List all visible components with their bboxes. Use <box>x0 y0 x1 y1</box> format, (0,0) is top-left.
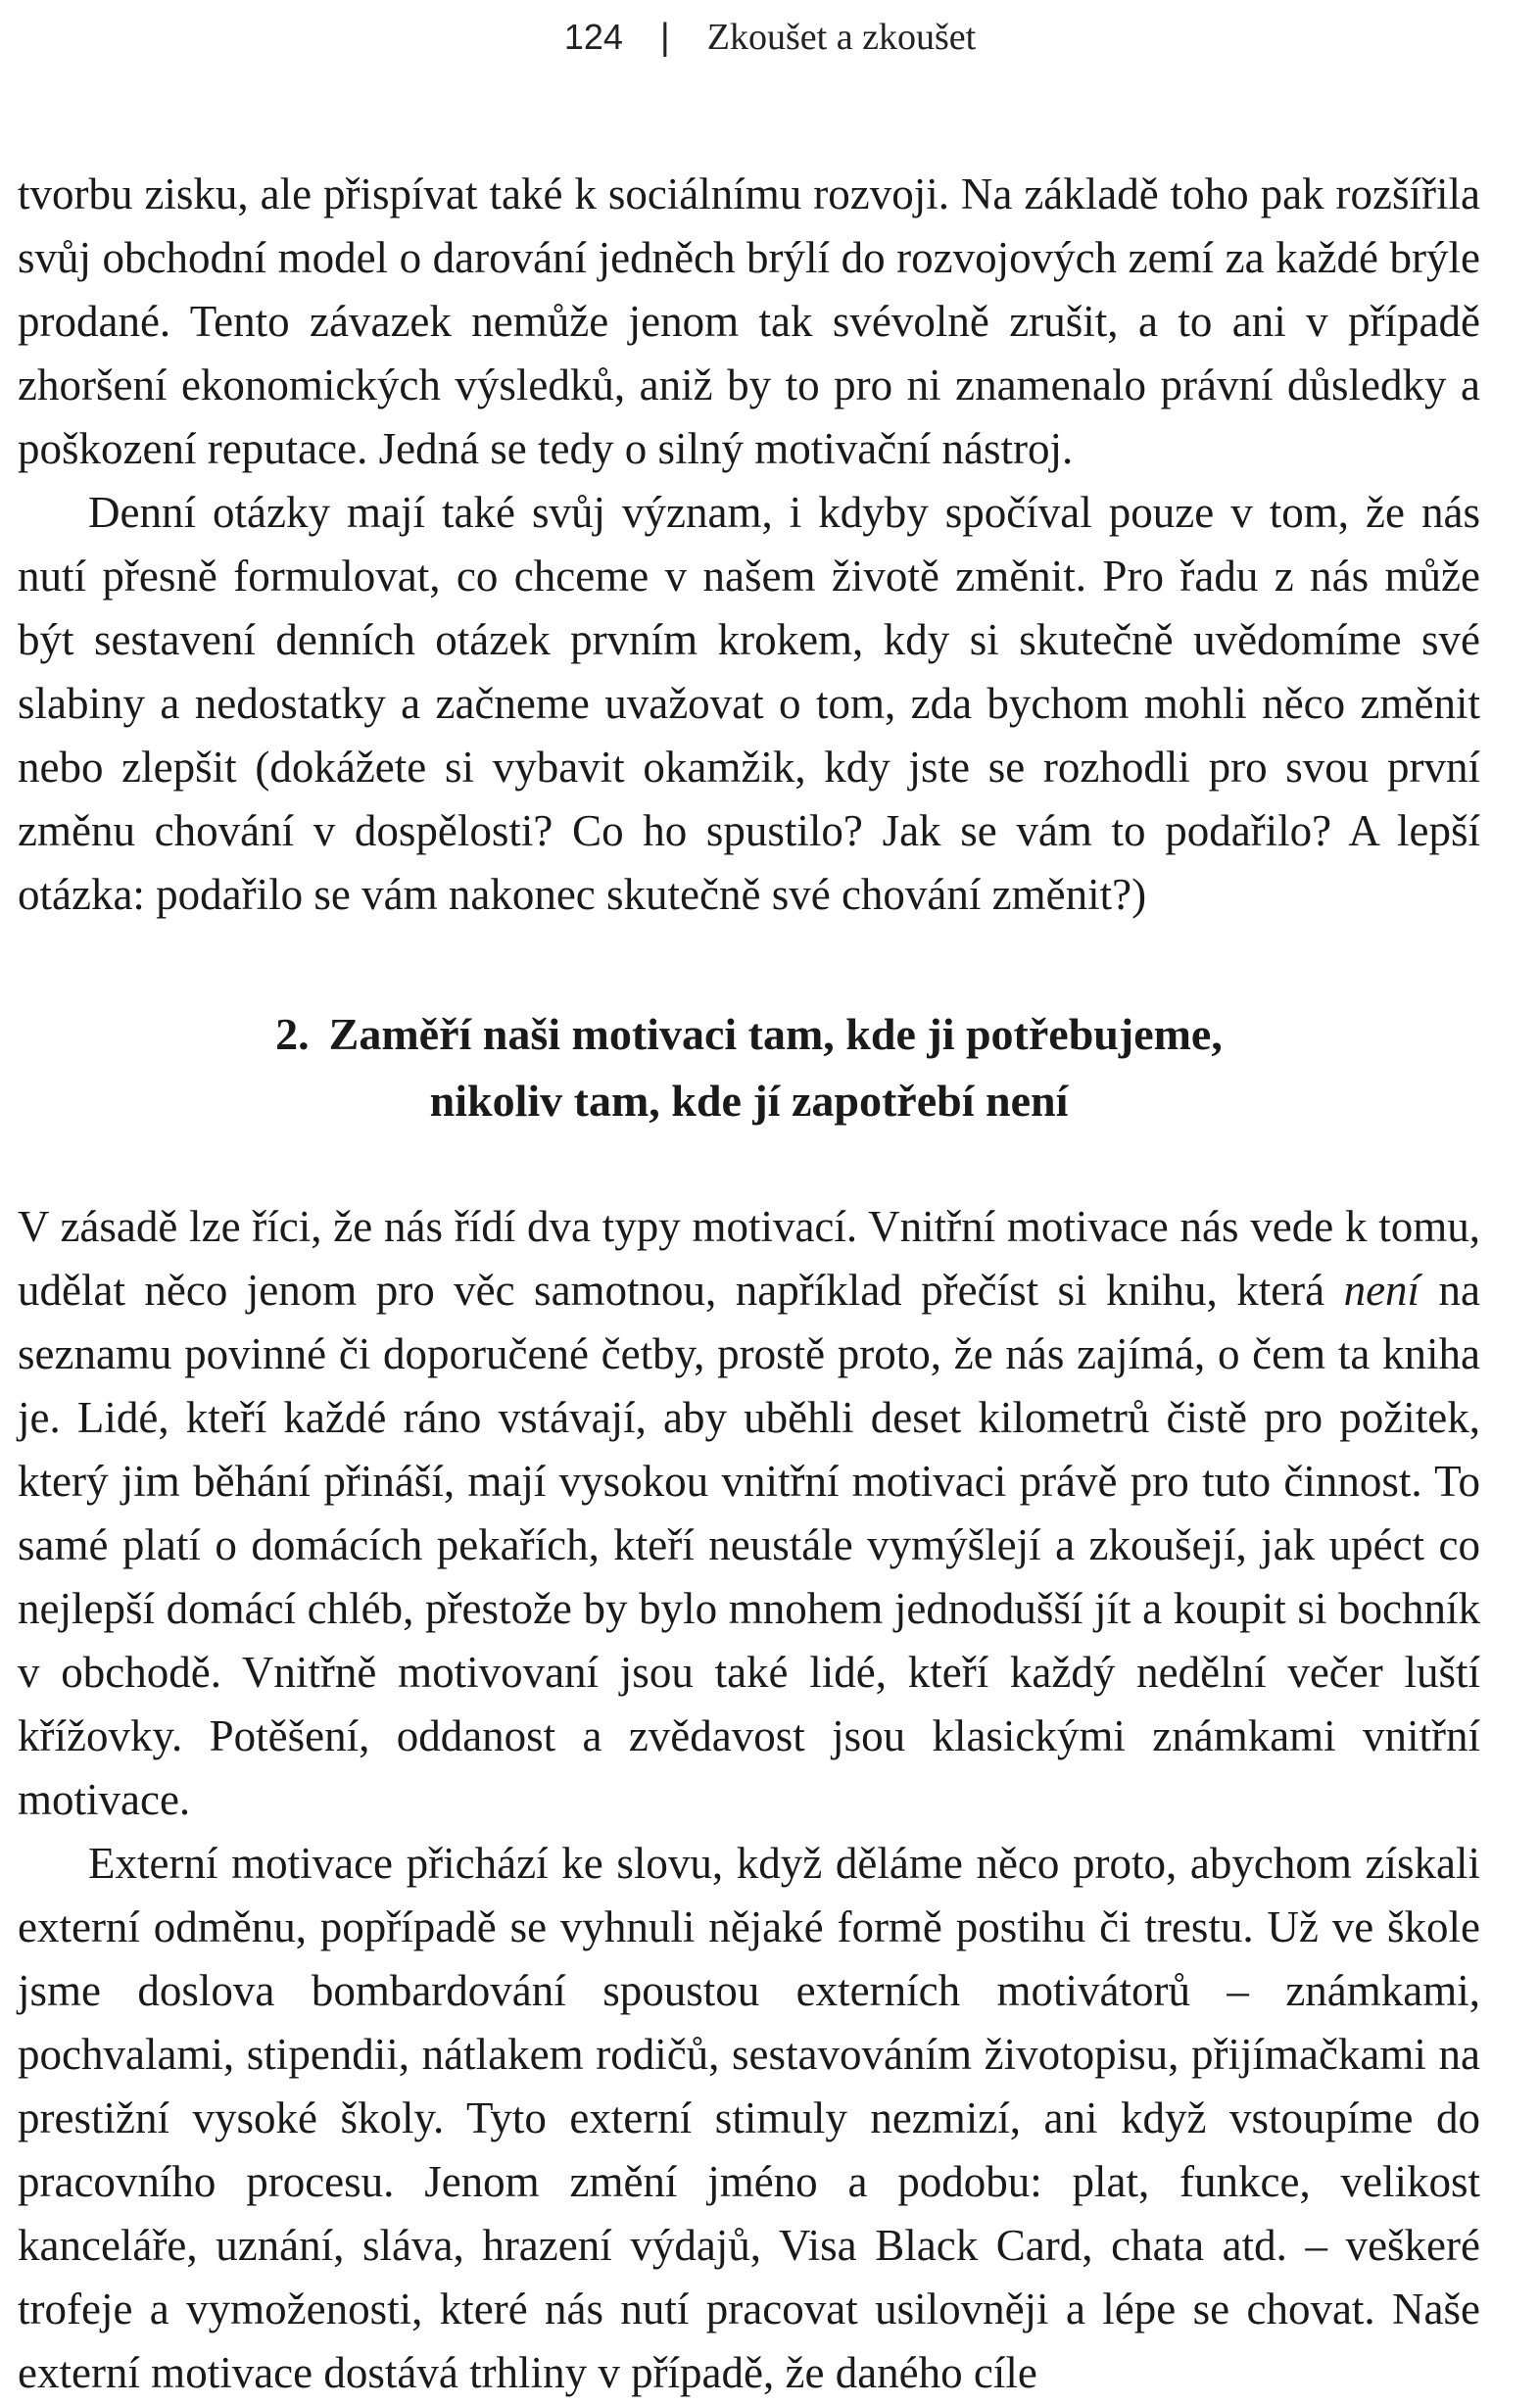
running-title: Zkoušet a zkoušet <box>706 17 977 58</box>
section-number: 2. <box>275 1009 310 1059</box>
paragraph-text: V zásadě lze říci, že nás řídí dva typy motivací. Vnitřní motivace nás vede k tomu, udělat něco jenom pro věc samotnou, například přečíst si knihu, která <box>18 1202 1480 1315</box>
header-separator: | <box>659 17 670 58</box>
paragraph-text: na seznamu povinné či doporučené četby, prostě proto, že nás zajímá, o čem ta kniha je. Lidé, kteří každé ráno vstávají, aby uběhli deset kilometrů čistě pro požitek, který jim běhání přináší, mají vysokou vnitřní motivaci právě pro tuto činnost. To samé platí o domácích pekařích, kteří neustále vymýšlejí a zkoušejí, jak upéct co nejlepší domácí chléb, přestože by bylo mnohem jednodušší jít a koupit si bochník v obchodě. Vnitřně motivovaní jsou také lidé, kteří každý nedělní večer luští křížovky. Potěšení, oddanost a zvědavost jsou klasickými známkami vnitřní motivace. <box>18 1266 1480 1824</box>
section-title-line-1: Zaměří naši motivaci tam, kde ji potřebujeme, <box>328 1009 1223 1059</box>
paragraph-continuation: tvorbu zisku, ale přispívat také k sociálnímu rozvoji. Na základě toho pak rozšířila svůj obchodní model o darování jedněch brýlí do rozvojových zemí za každé brýle prodané. Tento závazek nemůže jenom tak svévolně zrušit, a to ani v případě zhoršení ekonomických výsledků, aniž by to pro ni znamenalo právní důsledky a poškození reputace. Jedná se tedy o silný motivační nástroj. <box>18 169 1480 473</box>
running-header <box>0 14 1540 61</box>
section-heading <box>18 1001 1480 1134</box>
section-title-line-2: nikoliv tam, kde jí zapotřebí není <box>429 1076 1069 1126</box>
paragraph-extrinsic-motivation: Externí motivace přichází ke slovu, když děláme něco proto, abychom získali externí odměnu, popřípadě se vyhnuli nějaké formě postihu či trestu. Už ve škole jsme doslova bombardování spoustou externích motivátorů – známkami, pochvalami, stipendii, nátlakem rodičů, sestavováním životopisu, přijímačkami na prestižní vysoké školy. Tyto externí stimuly nezmizí, ani když vstoupíme do pracovního procesu. Jenom změní jméno a podobu: plat, funkce, velikost kanceláře, uznání, sláva, hrazení výdajů, Visa Black Card, chata atd. – veškeré trofeje a vymoženosti, které nás nutí pracovat usilovněji a lépe se chovat. Naše externí motivace dostává trhliny v případě, že daného cíle <box>18 1839 1480 2397</box>
paragraph-intrinsic-motivation <box>18 1195 1480 1832</box>
page-body <box>18 163 1480 2405</box>
emphasis-text: není <box>1343 1266 1420 1315</box>
page-number: 124 <box>563 17 623 57</box>
paragraph-daily-questions: Denní otázky mají také svůj význam, i kdyby spočíval pouze v tom, že nás nutí přesně formulovat, co chceme v našem životě změnit. Pro řadu z nás může být sestavení denních otázek prvním krokem, kdy si skutečně uvědomíme své slabiny a nedostatky a začneme uvažovat o tom, zda bychom mohli něco změnit nebo zlepšit (dokážete si vybavit okamžik, kdy jste se rozhodli pro svou první změnu chování v dospělosti? Co ho spustilo? Jak se vám to podařilo? A lepší otázka: podařilo se vám nakonec skutečně své chování změnit?) <box>18 488 1480 919</box>
